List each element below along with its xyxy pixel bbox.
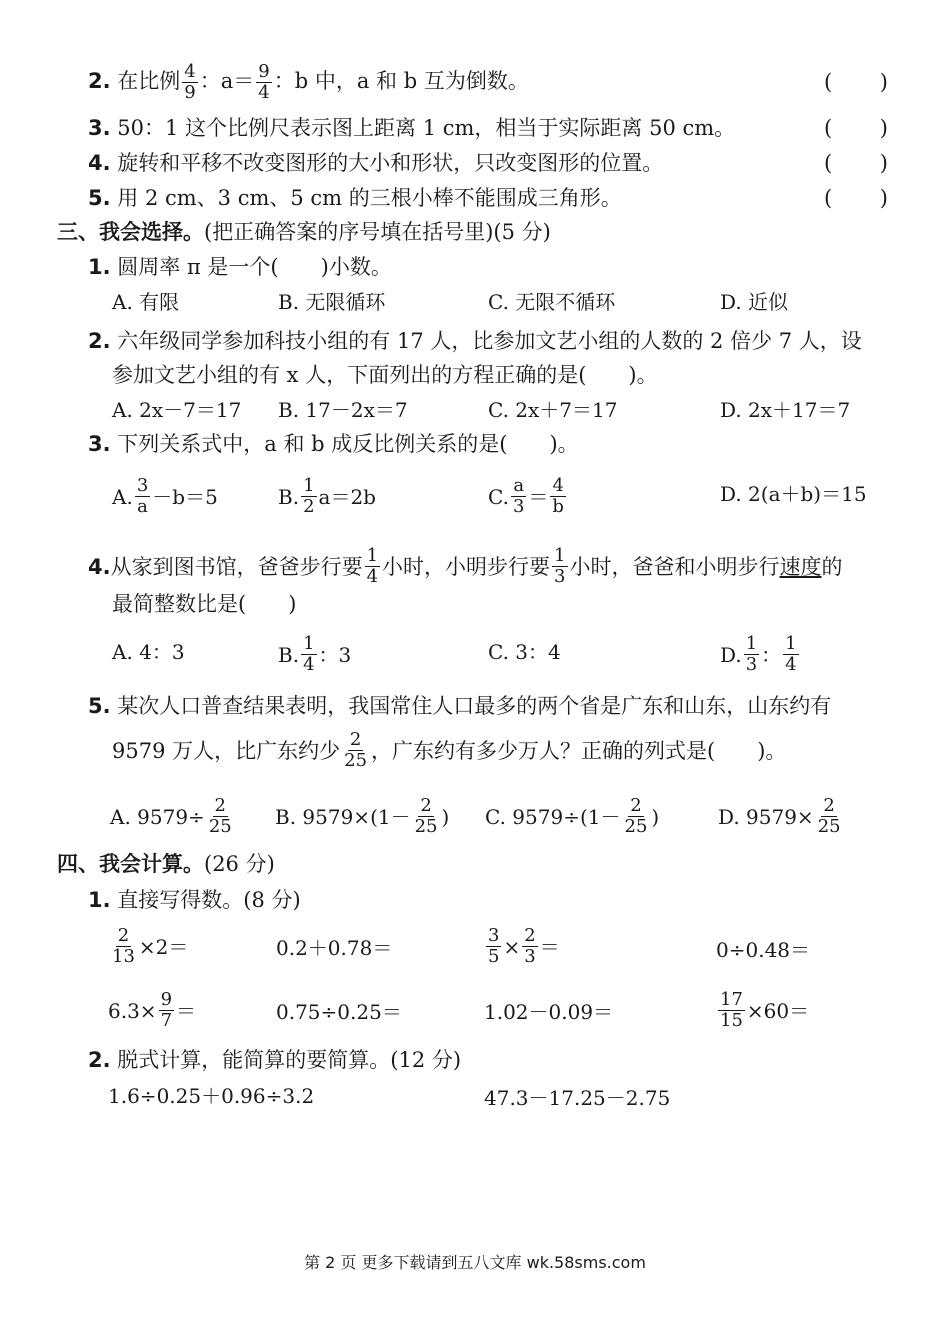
question-text: 的 bbox=[821, 554, 843, 579]
numerator: 1 bbox=[554, 545, 566, 566]
q4-option-d[interactable] bbox=[720, 634, 801, 675]
denominator: 25 bbox=[344, 750, 368, 771]
fraction bbox=[623, 796, 650, 837]
option-text: B. 9579×(1－ bbox=[275, 804, 411, 829]
option-text: ＝ bbox=[528, 484, 549, 509]
q1-option-d[interactable]: D. 近似 bbox=[720, 290, 789, 314]
answer-paren[interactable] bbox=[824, 184, 888, 212]
numerator: 2 bbox=[630, 795, 642, 816]
calc-text: ＝ bbox=[539, 934, 560, 959]
answer-paren[interactable] bbox=[824, 114, 888, 142]
text: 在比例 bbox=[117, 69, 181, 93]
option-label: B. bbox=[278, 642, 300, 667]
answer-paren[interactable] bbox=[824, 149, 888, 177]
denominator: 4 bbox=[366, 566, 379, 587]
denominator: 4 bbox=[785, 654, 797, 675]
numerator: 1 bbox=[785, 633, 797, 654]
q1-option-c[interactable]: C. 无限不循环 bbox=[488, 290, 616, 314]
calc-text: 6.3× bbox=[108, 998, 157, 1023]
option-text: a＝2b bbox=[318, 484, 376, 509]
calc-item[interactable] bbox=[484, 926, 560, 967]
calc-part-2 bbox=[88, 1046, 461, 1074]
part-text: 脱式计算，能简算的要简算。(12 分) bbox=[117, 1048, 462, 1072]
denominator: 9 bbox=[184, 82, 196, 103]
paren-open: ( bbox=[824, 116, 833, 140]
fraction bbox=[511, 476, 526, 517]
section-title: 四、我会计算。 bbox=[57, 852, 204, 876]
calc-text: × bbox=[503, 934, 521, 959]
question-number: 5. bbox=[88, 694, 111, 718]
fraction bbox=[413, 796, 440, 837]
calc-item[interactable] bbox=[108, 926, 188, 967]
paren-close: ) bbox=[879, 70, 888, 94]
denominator: 25 bbox=[817, 816, 841, 837]
choice-q2 bbox=[88, 327, 862, 355]
numerator: 2 bbox=[117, 925, 130, 946]
calc-item[interactable]: 0.75÷0.25＝ bbox=[276, 1000, 402, 1024]
numerator: 1 bbox=[366, 545, 379, 566]
fraction bbox=[207, 796, 234, 837]
choice-q3 bbox=[88, 430, 579, 458]
question-number: 2. bbox=[88, 329, 111, 353]
q4-option-b[interactable] bbox=[278, 634, 351, 675]
fraction bbox=[182, 62, 197, 103]
page-footer: 第 2 页 更多下载请到五八文库 wk.58sms.com bbox=[304, 1253, 646, 1272]
section-3-heading bbox=[57, 218, 551, 246]
q2-option-d[interactable]: D. 2x＋17＝7 bbox=[720, 398, 851, 422]
fraction bbox=[110, 926, 137, 967]
fraction bbox=[301, 476, 316, 517]
option-label: B. bbox=[278, 484, 300, 509]
denominator: 7 bbox=[160, 1010, 173, 1031]
numerator: 1 bbox=[745, 633, 758, 654]
question-text: 小时，爸爸和小明步行 bbox=[569, 554, 780, 579]
option-text: C. 9579÷(1－ bbox=[485, 804, 621, 829]
q2-option-a[interactable]: A. 2x－7＝17 bbox=[112, 398, 242, 422]
fraction bbox=[783, 634, 798, 675]
underlined-word: 速度 bbox=[779, 554, 822, 579]
q3-option-b[interactable] bbox=[278, 476, 376, 517]
choice-q1 bbox=[88, 253, 392, 281]
denominator: 3 bbox=[512, 496, 525, 517]
q1-option-a[interactable]: A. 有限 bbox=[112, 290, 180, 314]
calc-expression-1[interactable]: 1.6÷0.25＋0.96÷3.2 bbox=[108, 1084, 315, 1108]
question-number: 3. bbox=[88, 432, 111, 456]
question-number: 1. bbox=[88, 255, 111, 279]
q3-option-a[interactable] bbox=[112, 476, 218, 517]
fraction bbox=[552, 546, 567, 587]
q2-option-c[interactable]: C. 2x＋7＝17 bbox=[488, 398, 618, 422]
denominator: 4 bbox=[258, 82, 270, 103]
denominator: 2 bbox=[303, 496, 315, 517]
judge-item-4 bbox=[88, 149, 663, 177]
fraction bbox=[744, 634, 759, 675]
numerator: 4 bbox=[552, 475, 564, 496]
q4-option-a[interactable]: A. 4：3 bbox=[112, 640, 185, 664]
question-text: ，广东约有多少万人？正确的列式是( )。 bbox=[371, 738, 787, 763]
denominator: 3 bbox=[524, 946, 536, 967]
section-note: (把正确答案的序号填在括号里)(5 分) bbox=[204, 220, 551, 244]
part-text: 直接写得数。(8 分) bbox=[117, 888, 301, 912]
answer-paren[interactable] bbox=[824, 68, 888, 96]
q5-option-a[interactable] bbox=[110, 796, 236, 837]
fraction bbox=[159, 990, 174, 1031]
fraction bbox=[342, 730, 369, 771]
fraction bbox=[135, 476, 150, 517]
option-text: ) bbox=[651, 804, 660, 829]
calc-part-1 bbox=[88, 886, 301, 914]
paren-open: ( bbox=[824, 151, 833, 175]
q3-option-c[interactable] bbox=[488, 476, 568, 517]
denominator: 3 bbox=[745, 654, 758, 675]
question-text: 圆周率 π 是一个( )小数。 bbox=[117, 255, 392, 279]
choice-q4-line2: 最简整数比是( ) bbox=[112, 592, 297, 616]
question-text: 某次人口普查结果表明，我国常住人口最多的两个省是广东和山东，山东约有 bbox=[117, 694, 832, 718]
paren-close: ) bbox=[879, 116, 888, 140]
calc-text: ×2＝ bbox=[138, 934, 189, 959]
section-title: 三、我会选择。 bbox=[57, 220, 204, 244]
fraction bbox=[550, 476, 566, 517]
question-text: 小时，小明步行要 bbox=[382, 554, 551, 579]
text: ：b 中，a 和 b 互为倒数。 bbox=[273, 69, 529, 93]
fraction bbox=[718, 990, 745, 1031]
section-4-heading bbox=[57, 850, 275, 878]
numerator: 1 bbox=[303, 475, 315, 496]
option-text: －b＝5 bbox=[152, 484, 218, 509]
judge-item-2 bbox=[88, 62, 529, 103]
denominator: 13 bbox=[112, 946, 135, 967]
q1-option-b[interactable]: B. 无限循环 bbox=[278, 290, 386, 314]
numerator: 9 bbox=[258, 61, 270, 82]
denominator: b bbox=[552, 496, 564, 517]
numerator: 2 bbox=[214, 795, 226, 816]
numerator: 9 bbox=[160, 989, 173, 1010]
denominator: 4 bbox=[303, 654, 315, 675]
numerator: a bbox=[513, 475, 525, 496]
option-label: C. bbox=[488, 484, 509, 509]
q5-option-b[interactable] bbox=[275, 796, 449, 837]
fraction bbox=[365, 546, 380, 587]
item-number: 2. bbox=[88, 69, 111, 93]
fraction bbox=[301, 634, 316, 675]
paren-close: ) bbox=[879, 186, 888, 210]
paren-open: ( bbox=[824, 186, 833, 210]
judge-item-5 bbox=[88, 184, 622, 212]
fraction bbox=[522, 926, 537, 967]
denominator: 25 bbox=[414, 816, 438, 837]
fraction bbox=[256, 62, 271, 103]
calc-item[interactable]: 1.02－0.09＝ bbox=[484, 1000, 614, 1024]
numerator: 3 bbox=[136, 475, 149, 496]
calc-item[interactable]: 0.2＋0.78＝ bbox=[276, 936, 393, 960]
numerator: 4 bbox=[184, 61, 196, 82]
numerator: 1 bbox=[303, 633, 315, 654]
item-text: 50：1 这个比例尺表示图上距离 1 cm，相当于实际距离 50 cm。 bbox=[117, 116, 736, 140]
q5-option-d[interactable] bbox=[718, 796, 845, 837]
item-number: 4. bbox=[88, 151, 111, 175]
paren-open: ( bbox=[824, 70, 833, 94]
text: ：a＝ bbox=[199, 69, 255, 93]
q4-option-c[interactable]: C. 3：4 bbox=[488, 640, 561, 664]
q3-option-d[interactable]: D. 2(a＋b)＝15 bbox=[720, 482, 867, 506]
option-text: D. 9579× bbox=[718, 804, 814, 829]
numerator: 3 bbox=[488, 925, 500, 946]
denominator: 25 bbox=[208, 816, 232, 837]
choice-q5-line2 bbox=[112, 730, 786, 771]
option-label: D. bbox=[720, 642, 742, 667]
numerator: 2 bbox=[524, 925, 536, 946]
calc-item[interactable] bbox=[716, 990, 809, 1031]
denominator: a bbox=[137, 496, 148, 517]
q5-option-c[interactable] bbox=[485, 796, 659, 837]
choice-q4 bbox=[88, 546, 843, 587]
numerator: 2 bbox=[349, 729, 362, 750]
choice-q2-line2: 参加文艺小组的有 x 人，下面列出的方程正确的是( )。 bbox=[112, 363, 658, 387]
question-text: 9579 万人，比广东约少 bbox=[112, 738, 341, 763]
fraction bbox=[486, 926, 501, 967]
item-number: 5. bbox=[88, 186, 111, 210]
denominator: 3 bbox=[554, 566, 566, 587]
numerator: 2 bbox=[823, 795, 835, 816]
calc-text: ×60＝ bbox=[746, 998, 810, 1023]
question-text: 从家到图书馆，爸爸步行要 bbox=[110, 554, 363, 579]
denominator: 15 bbox=[720, 1010, 743, 1031]
numerator: 17 bbox=[720, 989, 743, 1010]
item-number: 3. bbox=[88, 116, 111, 140]
calc-item[interactable] bbox=[108, 990, 196, 1031]
option-text: ) bbox=[441, 804, 450, 829]
part-number: 1. bbox=[88, 888, 111, 912]
section-note: (26 分) bbox=[204, 852, 275, 876]
option-text: ：3 bbox=[318, 642, 352, 667]
denominator: 5 bbox=[488, 946, 500, 967]
item-text: 用 2 cm、3 cm、5 cm 的三根小棒不能围成三角形。 bbox=[117, 186, 622, 210]
paren-close: ) bbox=[879, 151, 888, 175]
question-text: 下列关系式中，a 和 b 成反比例关系的是( )。 bbox=[117, 432, 579, 456]
q2-option-b[interactable]: B. 17－2x＝7 bbox=[278, 398, 408, 422]
option-text: ： bbox=[761, 642, 782, 667]
numerator: 2 bbox=[420, 795, 432, 816]
option-label: A. bbox=[112, 484, 133, 509]
calc-expression-2[interactable]: 47.3－17.25－2.75 bbox=[484, 1086, 671, 1110]
denominator: 25 bbox=[624, 816, 648, 837]
calc-item[interactable]: 0÷0.48＝ bbox=[716, 938, 811, 962]
fraction bbox=[816, 796, 843, 837]
item-text: 旋转和平移不改变图形的大小和形状，只改变图形的位置。 bbox=[117, 151, 664, 175]
judge-item-3 bbox=[88, 114, 735, 142]
part-number: 2. bbox=[88, 1048, 111, 1072]
option-text: A. 9579÷ bbox=[110, 804, 205, 829]
question-number: 4. bbox=[88, 554, 111, 579]
choice-q5 bbox=[88, 692, 831, 720]
question-text: 六年级同学参加科技小组的有 17 人，比参加文艺小组的人数的 2 倍少 7 人，设 bbox=[117, 329, 862, 353]
calc-text: ＝ bbox=[176, 998, 197, 1023]
